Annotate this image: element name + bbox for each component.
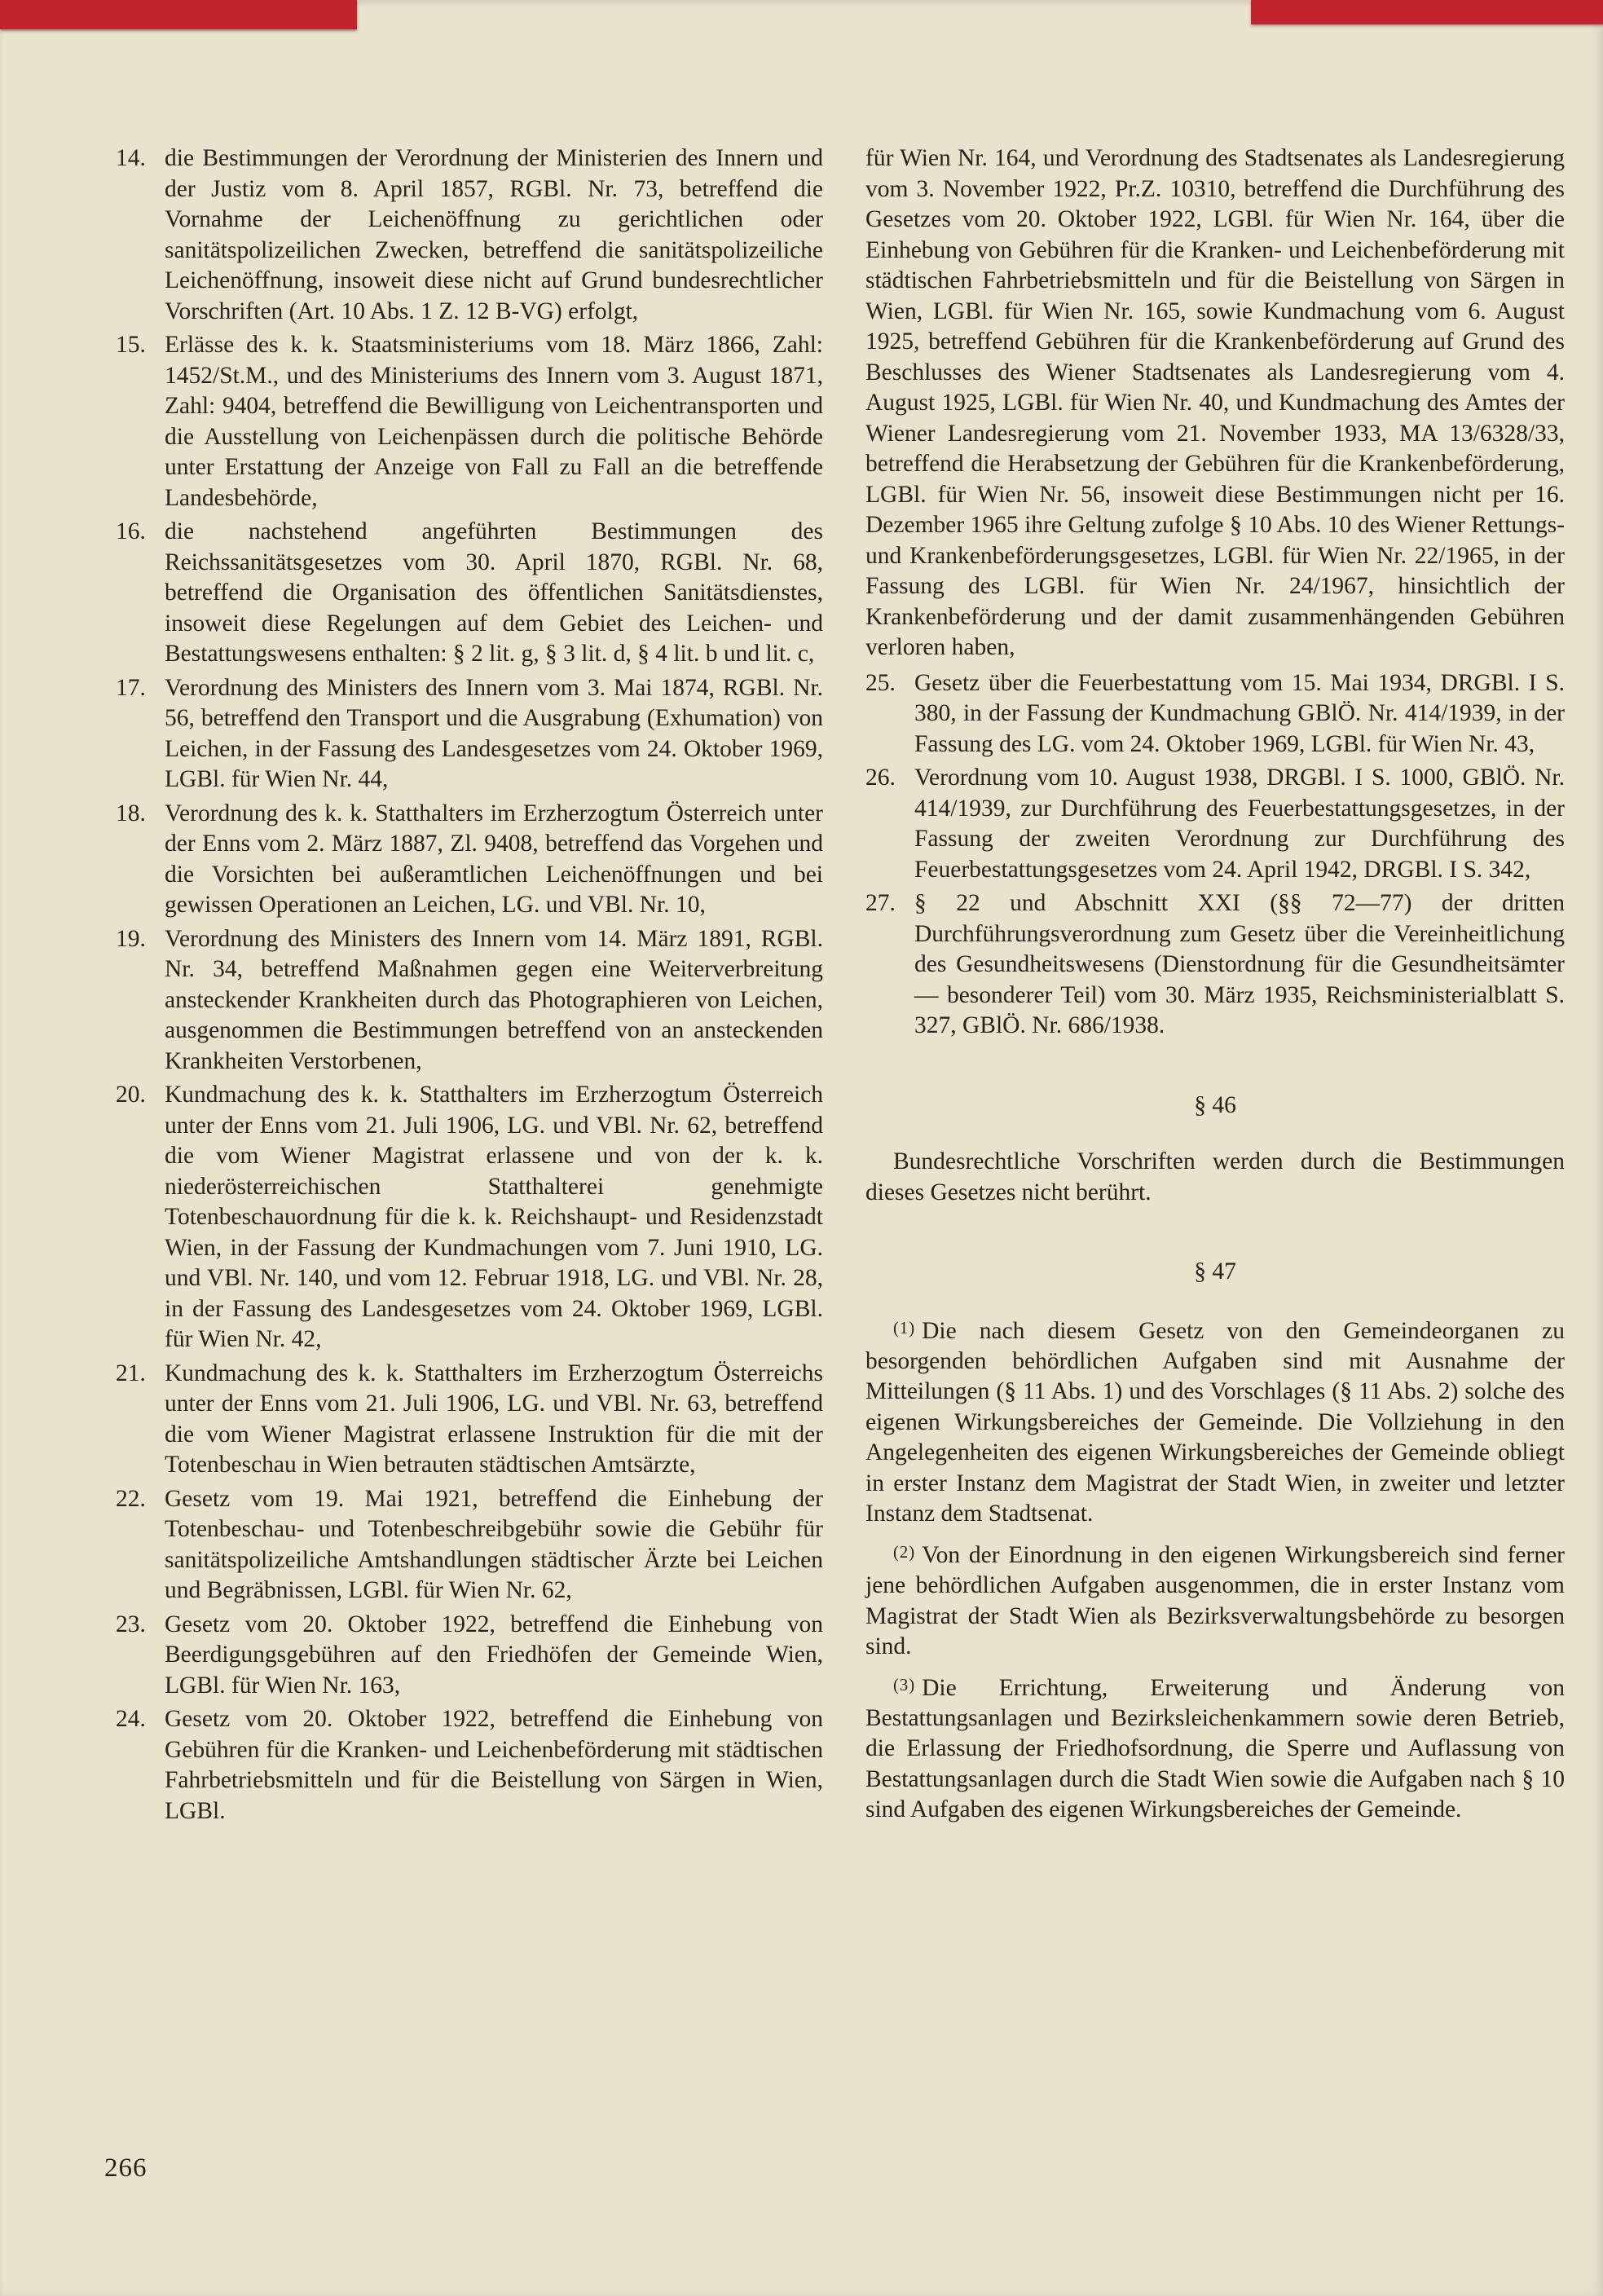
item-23 [116,1610,823,1702]
item-number: 23. [116,1611,146,1637]
item-24 [116,1704,823,1827]
item-text: Verordnung des Ministers des Innern vom 14. März 1891, RGBl. Nr. 34, betreffend Maßnahmen gegen eine Weiterverbreitung ansteckender Krankheiten durch das Photographieren von Leichen, ausgenommen die Bestimmungen betreffend von an ansteckenden Krankheiten Verstorbenen, [165,925,823,1074]
item-text: Verordnung des k. k. Statthalters im Erzherzogtum Österreich unter der Enns vom 2. März 1887, Zl. 9408, betreffend das Vorgehen und die Vorsichten bei außeramtlichen Leichenöffnungen und bei gewissen Operationen an Leichen, LG. und VBl. Nr. 10, [165,800,823,918]
red-binding-mark-right [1251,0,1603,24]
item-number: 14. [116,145,146,171]
item-17 [116,673,823,795]
item-text: die nachstehend angeführten Bestimmungen des Reichssanitätsgesetzes vom 30. April 1870, RGBl. Nr. 68, betreffend die Organisation des öffentlichen Sanitätsdienstes, insoweit diese Regelungen auf dem Gebiet des Leichen- und Bestattungswesens enthalten: § 2 lit. g, § 3 lit. d, § 4 lit. b und lit. c, [165,518,823,667]
item-14 [116,143,823,327]
item-16 [116,517,823,670]
page-number: 266 [104,2153,148,2183]
item-19 [116,924,823,1077]
paragraph-text: Von der Einordnung in den eigenen Wirkungsbereich sind ferner jene behördlichen Aufgaben ausgenommen, die in erster Instanz vom Magistrat der Stadt Wien als Bezirksverwaltungsbehörde zu besorgen sind. [865,1541,1565,1660]
section-47-paragraph-1 [865,1314,1565,1530]
item-number: 22. [116,1485,146,1512]
right-column [865,143,1565,1834]
section-47-paragraph-3 [865,1671,1565,1826]
item-number: 15. [116,332,146,358]
item-25 [865,668,1565,760]
paragraph-marker: (3) [893,1676,916,1694]
item-number: 26. [865,765,896,791]
item-number: 24. [116,1706,146,1732]
item-text: Erlässe des k. k. Staatsministeriums vom 18. März 1866, Zahl: 1452/St.M., und des Ministeriums des Innern vom 3. August 1871, Zahl: 9404, betreffend die Bewilligung von Leichentransporten und die Ausstellung von Leichenpässen durch die politische Behörde unter Erstattung der Anzeige von Fall zu Fall an die betreffende Landesbehörde, [165,332,823,511]
section-heading-47: § 47 [1194,1258,1236,1285]
item-number: 27. [865,890,896,916]
paragraph-marker: (1) [893,1319,916,1337]
item-text: Gesetz über die Feuerbestattung vom 15. Mai 1934, DRGBl. I S. 380, in der Fassung der Kundmachung GBlÖ. Nr. 414/1939, in der Fassung des LG. vom 24. Oktober 1969, LGBl. für Wien Nr. 43, [914,669,1565,757]
item-text: Gesetz vom 20. Oktober 1922, betreffend die Einhebung von Gebühren für die Kranken- und Leichenbeförderung mit städtischen Fahrbetriebsmitteln und für die Beistellung von Särgen in Wien, LGBl. [165,1706,823,1824]
item-15 [116,330,823,513]
section-47-paragraph-2 [865,1538,1565,1663]
item-text: Gesetz vom 20. Oktober 1922, betreffend die Einhebung von Beerdigungsgebühren auf den Friedhöfen der Gemeinde Wien, LGBl. für Wien Nr. 163, [165,1611,823,1699]
item-27 [865,888,1565,1042]
item-number: 21. [116,1360,146,1386]
section-heading-46: § 46 [1194,1091,1236,1118]
item-text: Gesetz vom 19. Mai 1921, betreffend die Einhebung der Totenbeschau- und Totenbeschreibgebühr sowie die Gebühr für sanitätspolizeiliche Amtshandlungen städtischer Ärzte bei Leichen und Begräbnissen, LGBl. für Wien Nr. 62, [165,1485,823,1603]
item-21 [116,1359,823,1481]
paragraph-text: Die nach diesem Gesetz von den Gemeindeorganen zu besorgenden behördlichen Aufgaben sind mit Ausnahme der Mitteilungen (§ 11 Abs. 1) und des Vorschlages (§ 11 Abs. 2) solche des eigenen Wirkungsbereiches der Gemeinde. Die Vollziehung in den Angelegenheiten des eigenen Wirkungsbereiches der Gemeinde obliegt in erster Instanz dem Magistrat der Stadt Wien, in zweiter und letzter Instanz dem Stadtsenat. [865,1317,1565,1527]
item-number: 25. [865,669,896,696]
paragraph-marker: (2) [893,1543,916,1562]
item-text: Verordnung des Ministers des Innern vom 3. Mai 1874, RGBl. Nr. 56, betreffend den Transport und die Ausgrabung (Exhumation) von Leichen, in der Fassung des Landesgesetzes vom 24. Oktober 1969, LGBl. für Wien Nr. 44, [165,674,823,792]
item-number: 18. [116,800,146,826]
item-18 [116,799,823,921]
item-text: Kundmachung des k. k. Statthalters im Erzherzogtum Österreichs unter der Enns vom 21. Juli 1906, LG. und VBl. Nr. 63, betreffend die vom Wiener Magistrat erlassene Instruktion für die mit der Totenbeschau in Wien betrauten städtischen Amtsärzte, [165,1360,823,1478]
item-number: 19. [116,925,146,952]
item-24-continuation: für Wien Nr. 164, und Verordnung des Stadtsenates als Landesregierung vom 3. November 1922, Pr.Z. 10310, betreffend die Durchführung des Gesetzes vom 20. Oktober 1922, LGBl. für Wien Nr. 164, über die Einhebung von Gebühren für die Kranken- und Leichenbeförderung mit städtischen Fahrbetriebsmitteln und für die Beistellung von Särgen in Wien, LGBl. für Wien Nr. 165, sowie Kundmachung vom 6. August 1925, betreffend Gebühren für die Krankenbeförderung auf Grund des Beschlusses des Wiener Stadtsenates als Landesregierung vom 4. August 1925, LGBl. für Wien Nr. 40, und Kundmachung des Amtes der Wiener Landesregierung vom 21. November 1933, MA 13/6328/33, betreffend die Herabsetzung der Gebühren für die Krankenbeförderung, LGBl. für Wien Nr. 56, insoweit diese Bestimmungen nicht per 16. Dezember 1965 ihre Geltung zufolge § 10 Abs. 10 des Wiener Rettungs- und Krankenbeförderungsgesetzes, LGBl. für Wien Nr. 22/1965, in der Fassung des LGBl. für Wien Nr. 24/1967, hinsichtlich der Krankenbeförderung und der damit zusammenhängenden Gebühren verloren haben, [865,145,1565,660]
item-text: § 22 und Abschnitt XXI (§§ 72—77) der dritten Durchführungsverordnung zum Gesetz über die Vereinheitlichung des Gesundheitswesens (Dienstordnung für die Gesundheitsämter — besonderer Teil) vom 30. März 1935, Reichsministerialblatt S. 327, GBlÖ. Nr. 686/1938. [914,890,1565,1038]
item-number: 16. [116,518,146,544]
item-number: 20. [116,1082,146,1108]
left-column [116,143,823,1830]
item-26 [865,763,1565,885]
item-number: 17. [116,674,146,701]
paragraph-text: Die Errichtung, Erweiterung und Änderung von Bestattungsanlagen und Bezirksleichenkammern sowie deren Betrieb, die Erlassung der Friedhofsordnung, die Sperre und Auflassung von Bestattungsanlagen durch die Stadt Wien sowie die Aufgaben nach § 10 sind Aufgaben des eigenen Wirkungsbereiches der Gemeinde. [865,1674,1565,1823]
item-text: Kundmachung des k. k. Statthalters im Erzherzogtum Österreich unter der Enns vom 21. Juli 1906, LG. und VBl. Nr. 62, betreffend die vom Wiener Magistrat erlassene und von der k. k. niederösterreichischen Statthalterei genehmigte Totenbeschauordnung für die k. k. Reichshaupt- und Residenzstadt Wien, in der Fassung der Kundmachungen vom 7. Juni 1910, LG. und VBl. Nr. 140, und vom 12. Februar 1918, LG. und VBl. Nr. 28, in der Fassung des Landesgesetzes vom 24. Oktober 1969, LGBl. für Wien Nr. 42, [165,1082,823,1352]
item-text: Verordnung vom 10. August 1938, DRGBl. I S. 1000, GBlÖ. Nr. 414/1939, zur Durchführung des Feuerbestattungsgesetzes, in der Fassung der zweiten Verordnung zur Durchführung des Feuerbestattungsgesetzes vom 24. April 1942, DRGBl. I S. 342, [914,765,1565,883]
item-20 [116,1080,823,1355]
item-22 [116,1484,823,1606]
red-binding-mark-left [0,0,357,29]
section-46-paragraph: Bundesrechtliche Vorschriften werden durch die Bestimmungen dieses Gesetzes nicht berührt. [865,1148,1565,1205]
item-text: die Bestimmungen der Verordnung der Ministerien des Innern und der Justiz vom 8. April 1857, RGBl. Nr. 73, betreffend die Vornahme der Leichenöffnung zu gerichtlichen oder sanitätspolizeilichen Zwecken, betreffend die sanitätspolizeiliche Leichenöffnung, insoweit diese nicht auf Grund bundesrechtlicher Vorschriften (Art. 10 Abs. 1 Z. 12 B-VG) erfolgt, [165,145,823,324]
